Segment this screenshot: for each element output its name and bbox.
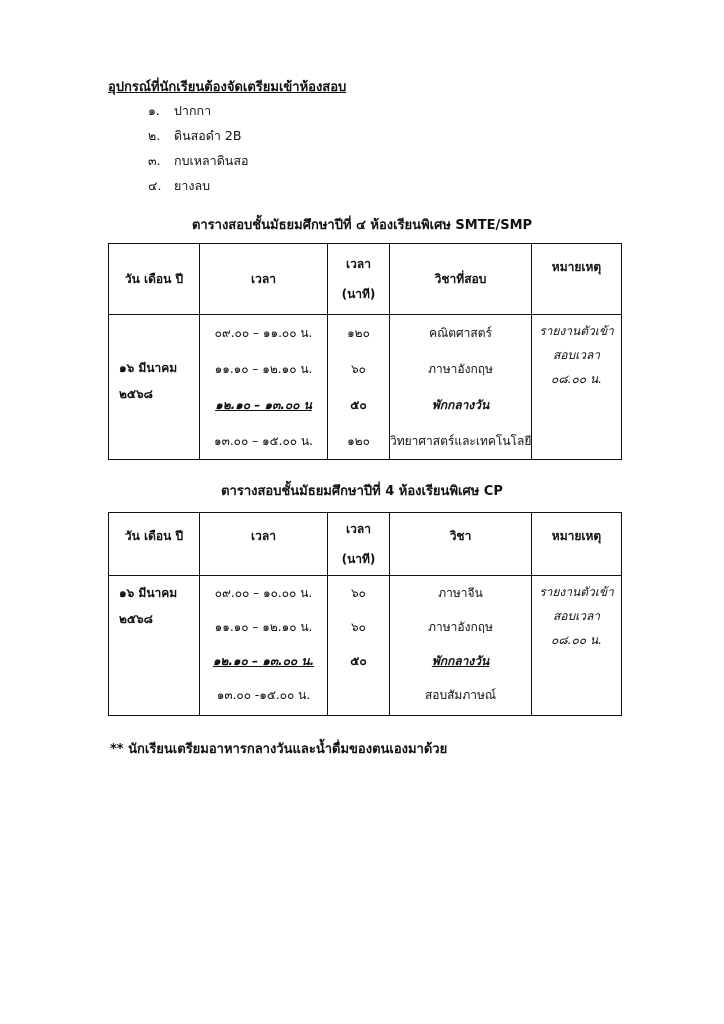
list-item xyxy=(148,148,249,173)
duration-value: ๕๐ xyxy=(350,398,367,412)
subject-value: ภาษาอังกฤษ xyxy=(428,362,493,376)
header-subject: วิชา xyxy=(390,513,532,576)
header-date: วัน เดือน ปี xyxy=(109,244,200,315)
duration-value: ๕๐ xyxy=(350,654,367,668)
duration-cell xyxy=(328,576,390,716)
time-value: ๑๑.๑๐ – ๑๒.๑๐ น. xyxy=(214,620,313,634)
exam-schedule-table-2 xyxy=(108,512,622,716)
table1-title: ตารางสอบชั้นมัธยมศึกษาปีที่ ๔ ห้องเรียนพิเศษ SMTE/SMP xyxy=(191,218,533,233)
table2-title: ตารางสอบชั้นมัธยมศึกษาปีที่ 4 ห้องเรียนพิเศษ CP xyxy=(221,484,503,499)
date-cell: ๑๖ มีนาคม ๒๕๖๘ xyxy=(109,576,200,716)
list-item xyxy=(148,173,249,198)
table-row xyxy=(109,315,622,460)
remark-cell: รายงานตัวเข้า สอบเวลา ๐๘.๐๐ น. xyxy=(532,576,622,716)
list-item xyxy=(148,123,249,148)
table-row xyxy=(109,576,622,716)
subject-value: ภาษาอังกฤษ xyxy=(428,620,493,634)
remark-cell: รายงานตัวเข้า สอบเวลา ๐๘.๐๐ น. xyxy=(532,315,622,460)
duration-cell xyxy=(328,315,390,460)
duration-value xyxy=(328,678,389,712)
duration-value: ๖๐ xyxy=(351,362,366,376)
header-duration: เวลา (นาที) xyxy=(328,244,390,315)
time-value: ๐๙.๐๐ – ๑๑.๐๐ น. xyxy=(214,326,313,340)
item-number: ๒. xyxy=(148,128,161,143)
footer-note: ** นักเรียนเตรียมอาหารกลางวันและน้ำดื่มของตนเองมาด้วย xyxy=(110,742,448,757)
list-item xyxy=(148,98,249,123)
item-number: ๔. xyxy=(148,178,162,193)
header-time: เวลา xyxy=(200,513,328,576)
header-duration: เวลา (นาที) xyxy=(328,513,390,576)
item-text: กบเหลาดินสอ xyxy=(174,153,249,168)
duration-value: ๑๒๐ xyxy=(347,434,370,448)
header-remark: หมายเหตุ xyxy=(532,513,622,576)
header-remark: หมายเหตุ xyxy=(532,244,622,315)
time-value: ๑๓.๐๐ – ๑๕.๐๐ น. xyxy=(214,434,313,448)
time-value: ๐๙.๐๐ – ๑๐.๐๐ น. xyxy=(214,586,313,600)
exam-schedule-table-1 xyxy=(108,243,622,460)
time-cell xyxy=(200,576,328,716)
time-value: ๑๑.๑๐ – ๑๒.๑๐ น. xyxy=(214,362,313,376)
subject-value: คณิตศาสตร์ xyxy=(429,326,492,340)
subject-cell xyxy=(390,315,532,460)
subject-value: สอบสัมภาษณ์ xyxy=(424,688,497,702)
item-number: ๑. xyxy=(148,103,160,118)
date-cell: ๑๖ มีนาคม ๒๕๖๘ xyxy=(109,315,200,460)
header-subject: วิชาที่สอบ xyxy=(390,244,532,315)
item-number: ๓. xyxy=(148,153,161,168)
time-value: ๑๒.๑๐ – ๑๓.๐๐ น. xyxy=(212,654,315,668)
subject-value: พักกลางวัน xyxy=(431,654,490,668)
duration-value: ๑๒๐ xyxy=(347,326,370,340)
table-header-row xyxy=(109,513,622,576)
item-text: ยางลบ xyxy=(174,178,211,193)
header-time: เวลา xyxy=(200,244,328,315)
subject-value: วิทยาศาสตร์และเทคโนโลยี xyxy=(390,434,532,448)
equipment-list xyxy=(148,98,249,198)
time-cell xyxy=(200,315,328,460)
subject-cell xyxy=(390,576,532,716)
time-value: ๑๓.๐๐ -๑๕.๐๐ น. xyxy=(216,688,311,702)
header-date: วัน เดือน ปี xyxy=(109,513,200,576)
subject-value: พักกลางวัน xyxy=(431,398,490,412)
table-header-row xyxy=(109,244,622,315)
time-value: ๑๒.๑๐ – ๑๓.๐๐ น xyxy=(215,398,312,412)
subject-value: ภาษาจีน xyxy=(438,586,483,600)
item-text: ปากกา xyxy=(174,103,212,118)
duration-value: ๖๐ xyxy=(351,620,366,634)
equipment-title: อุปกรณ์ที่นักเรียนต้องจัดเตรียมเข้าห้องสอบ xyxy=(108,80,347,95)
duration-value: ๖๐ xyxy=(351,586,366,600)
item-text: ดินสอดำ 2B xyxy=(174,128,242,143)
